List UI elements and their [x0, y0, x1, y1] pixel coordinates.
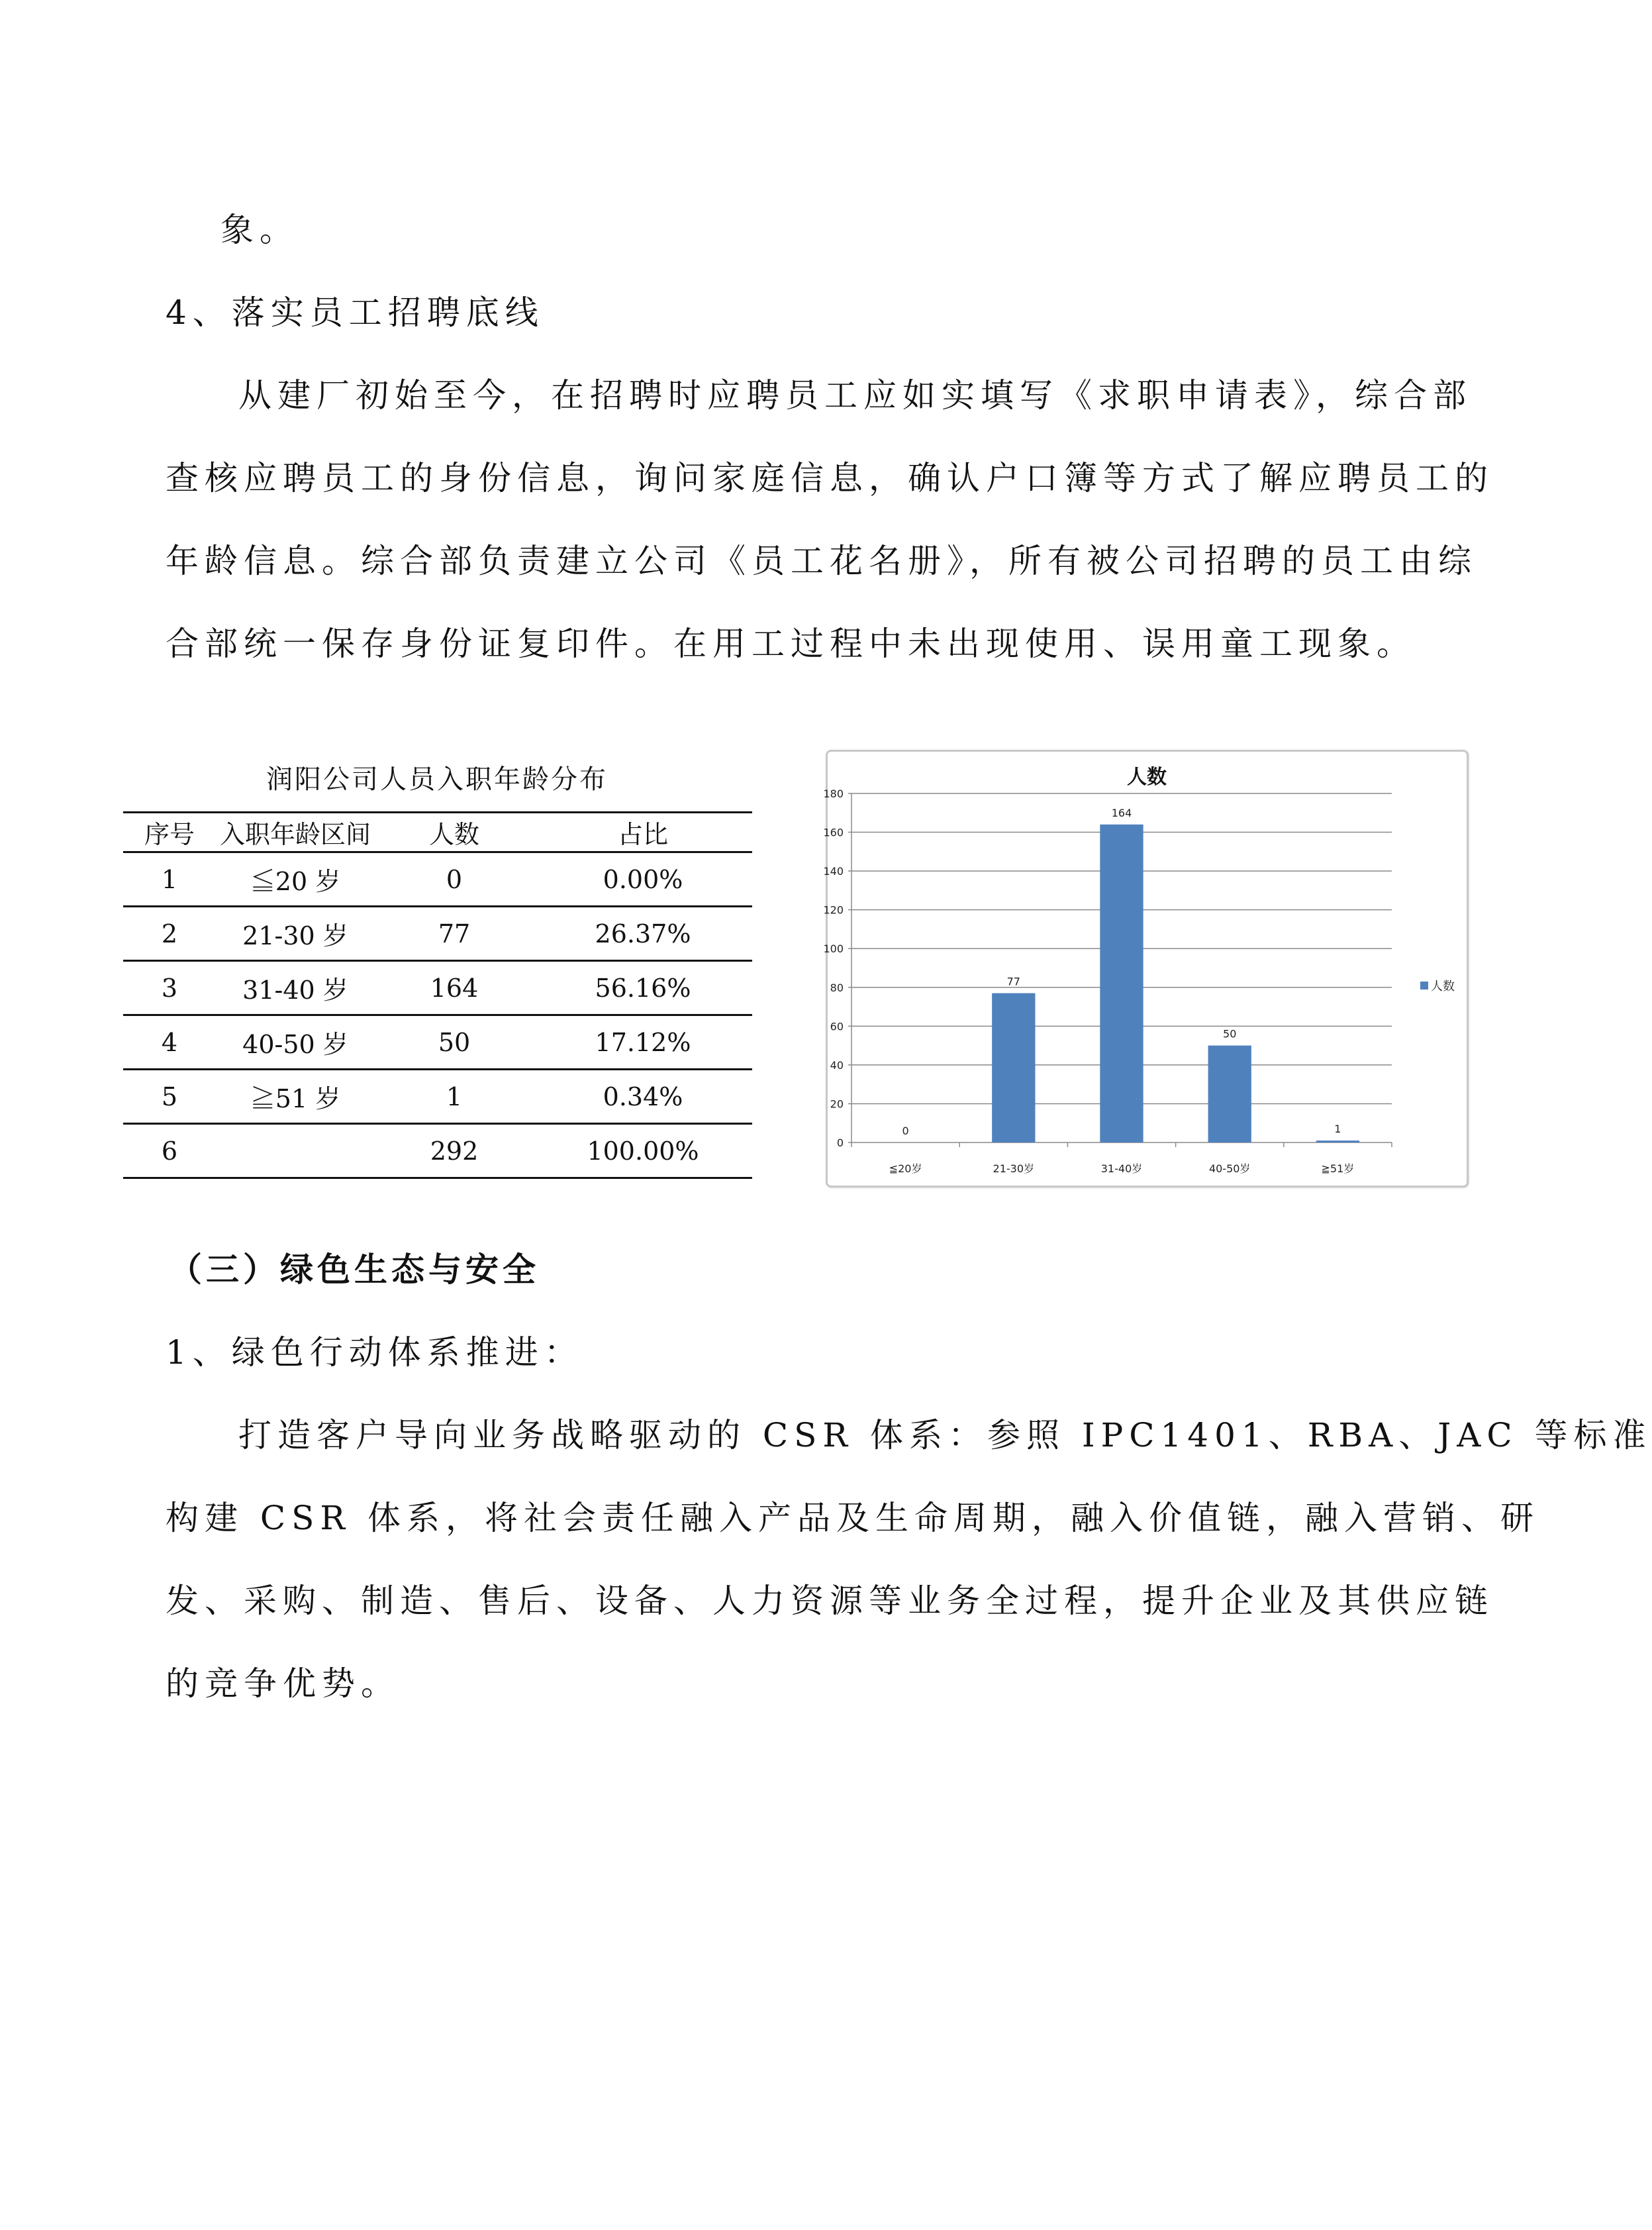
- cell-index: 2: [123, 907, 216, 961]
- y-tick-label: 100: [823, 942, 844, 956]
- cell-count: 50: [375, 1015, 534, 1070]
- bar: [1100, 825, 1143, 1142]
- x-tick-label: 21-30岁: [993, 1162, 1035, 1175]
- subsection-heading-4: 4、落实员工招聘底线: [166, 293, 544, 332]
- cell-percent: 0.34%: [534, 1070, 752, 1124]
- y-tick-label: 80: [830, 981, 844, 994]
- cell-index: 5: [123, 1070, 216, 1124]
- paragraph-line: 构建 CSR 体系，将社会责任融入产品及生命周期，融入价值链，融入营销、研: [166, 1499, 1539, 1537]
- y-tick-label: 120: [823, 903, 844, 917]
- data-label: 50: [1223, 1027, 1237, 1040]
- cell-percent: 56.16%: [534, 961, 752, 1015]
- y-tick-label: 20: [830, 1097, 844, 1111]
- paragraph-line: 查核应聘员工的身份信息，询问家庭信息，确认户口簿等方式了解应聘员工的: [166, 459, 1494, 497]
- cell-count: 292: [375, 1124, 534, 1178]
- cell-percent: 17.12%: [534, 1015, 752, 1070]
- cell-age-range: 40-50 岁: [216, 1015, 375, 1070]
- chart-canvas: [823, 752, 1467, 1186]
- cell-percent: 0.00%: [534, 852, 752, 907]
- bar: [1208, 1046, 1251, 1142]
- y-tick-label: 60: [830, 1020, 844, 1033]
- chart-legend: [1420, 977, 1455, 994]
- cell-age-range: 31-40 岁: [216, 961, 375, 1015]
- header-percent: 占比: [534, 813, 752, 852]
- age-distribution-table: [123, 811, 752, 1179]
- cell-index: 3: [123, 961, 216, 1015]
- cell-percent: 100.00%: [534, 1124, 752, 1178]
- y-tick-label: 0: [836, 1137, 844, 1149]
- cell-age-range: ≧51 岁: [216, 1070, 375, 1124]
- legend-swatch-icon: [1420, 982, 1428, 989]
- x-tick-label: 31-40岁: [1100, 1162, 1143, 1175]
- table-row: [123, 1070, 752, 1124]
- table-row: [123, 961, 752, 1015]
- cell-index: 6: [123, 1124, 216, 1178]
- paragraph-tail: 象。: [220, 211, 299, 249]
- x-tick-label: ≦20岁: [889, 1162, 922, 1175]
- bar: [1316, 1140, 1359, 1142]
- header-age-range: 入职年龄区间: [216, 813, 375, 852]
- cell-count: 164: [375, 961, 534, 1015]
- data-label: 164: [1111, 806, 1132, 819]
- cell-age-range: [216, 1124, 375, 1178]
- y-tick-label: 140: [823, 865, 844, 878]
- y-tick-label: 160: [823, 826, 844, 839]
- header-count: 人数: [375, 813, 534, 852]
- cell-count: 1: [375, 1070, 534, 1124]
- bars: [992, 825, 1359, 1142]
- data-label: 1: [1334, 1123, 1341, 1136]
- table-row: [123, 852, 752, 907]
- cell-percent: 26.37%: [534, 907, 752, 961]
- x-tick-label: ≧51岁: [1321, 1162, 1355, 1175]
- paragraph-line: 合部统一保存身份证复印件。在用工过程中未出现使用、误用童工现象。: [166, 625, 1416, 663]
- table-header-row: [123, 813, 752, 852]
- y-tick-label: 180: [823, 787, 844, 800]
- table-row: [123, 907, 752, 961]
- paragraph-line: 的竞争优势。: [166, 1664, 400, 1703]
- data-label: 0: [902, 1125, 909, 1137]
- bar: [992, 993, 1035, 1142]
- cell-index: 1: [123, 852, 216, 907]
- paragraph-line: 打造客户导向业务战略驱动的 CSR 体系：参照 IPC1401、RBA、JAC 等标准: [238, 1416, 1652, 1454]
- paragraph-line: 发、采购、制造、售后、设备、人力资源等业务全过程，提升企业及其供应链: [166, 1582, 1494, 1620]
- y-tick-label: 40: [830, 1058, 844, 1072]
- y-axis-ticks: [823, 787, 844, 1149]
- table-row: [123, 1015, 752, 1070]
- cell-count: 0: [375, 852, 534, 907]
- cell-index: 4: [123, 1015, 216, 1070]
- cell-count: 77: [375, 907, 534, 961]
- x-axis-ticks: [851, 1142, 1392, 1175]
- cell-age-range: ≦20 岁: [216, 852, 375, 907]
- section-heading-3: （三）绿色生态与安全: [169, 1250, 540, 1289]
- data-label: 77: [1006, 975, 1020, 988]
- paragraph-line: 从建厂初始至今，在招聘时应聘员工应如实填写《求职申请表》，综合部: [238, 376, 1472, 415]
- subsection-heading-1: 1、绿色行动体系推进：: [166, 1333, 583, 1372]
- table-title: 润阳公司人员入职年龄分布: [266, 764, 608, 795]
- chart-title: 人数: [1127, 766, 1167, 789]
- paragraph-line: 年龄信息。综合部负责建立公司《员工花名册》，所有被公司招聘的员工由综: [166, 542, 1477, 580]
- header-index: 序号: [123, 813, 216, 852]
- table-row-total: [123, 1124, 752, 1178]
- x-tick-label: 40-50岁: [1208, 1162, 1251, 1175]
- cell-age-range: 21-30 岁: [216, 907, 375, 961]
- legend-label: 人数: [1431, 980, 1455, 993]
- bar-chart: [823, 750, 1469, 1188]
